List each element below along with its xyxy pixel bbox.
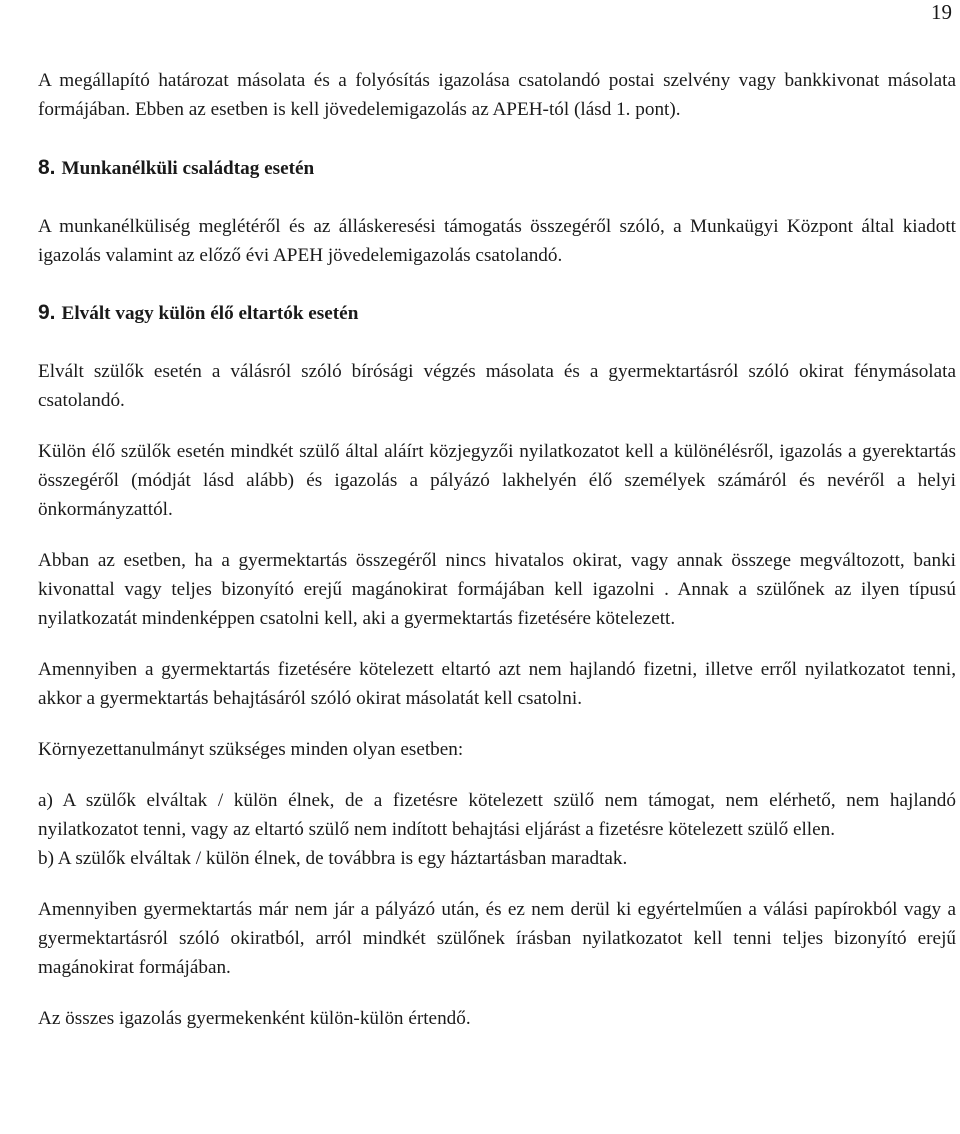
list-item-a: a) A szülők elváltak / külön élnek, de a fizetésre kötelezett szülő nem támogat, nem elérhető, nem hajlandó nyilatkozatot tenni, vagy az eltartó szülő nem indított behajtási eljárást a fizetésre kötelezett szülő ellen.	[38, 790, 956, 840]
section-8-paragraph: A munkanélküliség meglétéről és az álláskeresési támogatás összegéről szóló, a Munkaügyi Központ által kiadott igazolás valamint az előző évi APEH jövedelemigazolás csatolandó.	[38, 216, 956, 266]
document-body	[38, 66, 956, 1033]
section-9-paragraph-2: Külön élő szülők esetén mindkét szülő által aláírt közjegyzői nyilatkozatot kell a különélésről, igazolás a gyerektartás összegéről (módját lásd alább) és igazolás a pályázó lakhelyén élő személyek számáról és nevéről a helyi önkormányzattól.	[38, 441, 956, 520]
list-item-b: b) A szülők elváltak / külön élnek, de továbbra is egy háztartásban maradtak.	[38, 848, 628, 869]
section-9-paragraph-1: Elvált szülők esetén a válásról szóló bírósági végzés másolata és a gyermektartásról szóló okirat fénymásolata csatolandó.	[38, 361, 956, 411]
section-9-paragraph-7: Az összes igazolás gyermekenként külön-külön értendő.	[38, 1008, 471, 1029]
section-9-number: 9.	[38, 301, 56, 324]
intro-paragraph: A megállapító határozat másolata és a folyósítás igazolása csatolandó postai szelvény vagy bankkivonat másolata formájában. Ebben az esetben is kell jövedelemigazolás az APEH-tól (lásd 1. pont).	[38, 70, 956, 120]
section-8-heading	[38, 153, 956, 183]
section-9-paragraph-5: Környezettanulmányt szükséges minden olyan esetben:	[38, 739, 464, 760]
section-9-heading	[38, 298, 956, 328]
section-9-paragraph-6: Amennyiben gyermektartás már nem jár a pályázó után, és ez nem derül ki egyértelműen a válási papírokból vagy a gyermektartásról szóló okiratból, arról mindkét szülőnek írásban nyilatkozatot kell tenni teljes bizonyító erejű magánokirat formájában.	[38, 899, 956, 978]
section-9-paragraph-3: Abban az esetben, ha a gyermektartás összegéről nincs hivatalos okirat, vagy annak összege megváltozott, banki kivonattal vagy teljes bizonyító erejű magánokirat formájában kell igazolni . Annak a szülőnek az ilyen típusú nyilatkozatát mindenképpen csatolni kell, aki a gyermektartás fizetésére kötelezett.	[38, 550, 956, 629]
page-number: 19	[931, 0, 952, 24]
section-9-paragraph-4: Amennyiben a gyermektartás fizetésére kötelezett eltartó azt nem hajlandó fizetni, illetve erről nyilatkozatot tenni, akkor a gyermektartás behajtásáról szóló okirat másolatát kell csatolni.	[38, 659, 956, 709]
section-9-title: Elvált vagy külön élő eltartók esetén	[61, 303, 359, 324]
section-8-number: 8.	[38, 156, 56, 179]
section-8-title: Munkanélküli családtag esetén	[61, 158, 315, 179]
